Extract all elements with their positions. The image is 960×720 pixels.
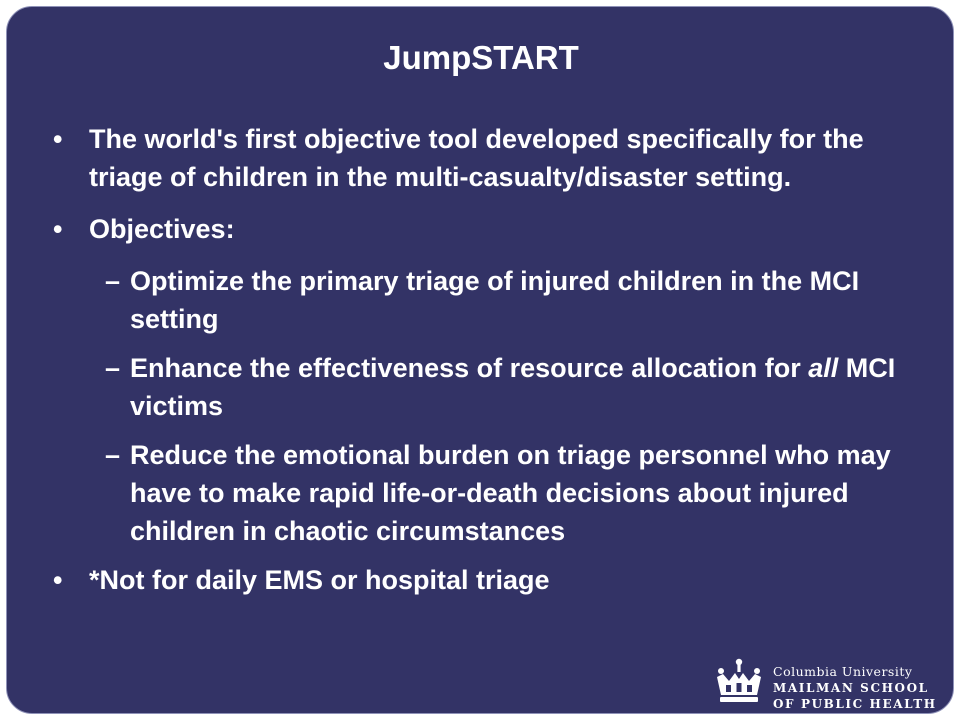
bullet-text: Objectives:: [89, 214, 235, 244]
sub-bullet-text-post: MCI victims: [130, 353, 896, 421]
crown-icon: [713, 657, 765, 707]
bullet-icon: •: [53, 565, 63, 595]
columbia-mailman-logo: [709, 657, 939, 717]
emphasis-text: all: [808, 353, 839, 383]
sub-bullet-item: [53, 436, 933, 550]
dash-icon: –: [105, 266, 121, 296]
dash-icon: –: [105, 440, 121, 470]
sub-bullet-text: Reduce the emotional burden on triage personnel who may have to make rapid life-or-death decisions about injured children in chaotic circumstances: [130, 440, 891, 546]
slide-title: JumpSTART: [383, 39, 579, 76]
sub-bullet-text: Optimize the primary triage of injured children in the MCI setting: [130, 266, 860, 334]
sub-bullet-text: [130, 353, 895, 421]
dash-icon: –: [105, 353, 121, 383]
bullet-item: [53, 120, 933, 196]
bullet-text: The world's first objective tool developed specifically for the triage of children in the multi-casualty/disaster setting.: [89, 124, 864, 192]
sub-bullet-item: [53, 349, 933, 425]
sub-bullet-item: [53, 262, 933, 338]
bullet-icon: •: [53, 124, 63, 154]
bullet-text: *Not for daily EMS or hospital triage: [89, 565, 550, 595]
bullet-item: [53, 210, 933, 248]
bullet-icon: •: [53, 214, 63, 244]
sub-bullet-text-pre: Enhance the effectiveness of resource allocation for: [130, 353, 809, 383]
logo-line-university: Columbia University: [773, 664, 913, 679]
logo-text: [773, 664, 937, 712]
bullet-item: [53, 561, 933, 599]
logo-line-public-health: OF PUBLIC HEALTH: [773, 697, 937, 711]
logo-line-school: MAILMAN SCHOOL: [773, 681, 929, 695]
slide-body: [53, 120, 933, 613]
slide-panel: [6, 6, 954, 714]
